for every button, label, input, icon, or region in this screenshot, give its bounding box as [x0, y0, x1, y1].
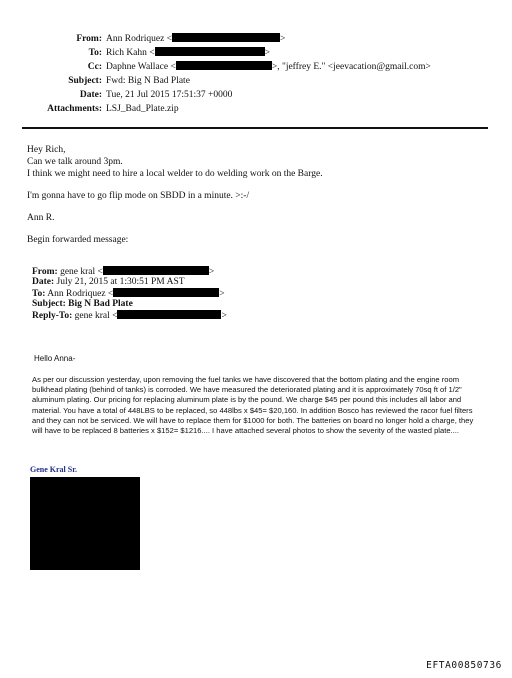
cc-label: Cc: [87, 62, 102, 72]
message-signoff: Ann R. [27, 213, 55, 223]
redaction-bar [172, 33, 280, 42]
fwd-from-value: gene kral < [60, 267, 103, 277]
redaction-bar [155, 47, 265, 56]
cc-value [106, 61, 431, 73]
fwd-date-value: July 21, 2015 at 1:30:51 PM AST [56, 277, 185, 287]
redaction-bar [176, 61, 272, 70]
message-line: I'm gonna have to go flip mode on SBDD in a minute. >:-/ [27, 191, 250, 201]
from-label: From: [76, 34, 102, 44]
redaction-bar [117, 310, 221, 319]
to-value [106, 47, 270, 59]
header-divider [22, 127, 488, 129]
to-label: To: [88, 48, 102, 58]
cc-name: Daphne Wallace < [106, 62, 176, 72]
date-value: Tue, 21 Jul 2015 17:51:37 +0000 [106, 90, 233, 100]
attachment-link[interactable]: LSJ_Bad_Plate.zip [106, 104, 179, 114]
fwd-to-value: Ann Rodriquez < [47, 289, 114, 299]
close-bracket: > [221, 311, 227, 321]
cc-extra: >, "jeffrey E." <jeevacation@gmail.com> [271, 62, 431, 72]
fwd-replyto-label: Reply-To: [32, 311, 73, 321]
message-line: Can we talk around 3pm. [27, 157, 123, 167]
signature-name: Gene Kral Sr. [30, 465, 78, 474]
signature-redaction [30, 477, 140, 570]
subject-value: Fwd: Big N Bad Plate [106, 76, 190, 86]
fwd-replyto-value: gene kral < [74, 311, 118, 321]
close-bracket: > [264, 48, 270, 58]
attachments-label: Attachments: [47, 104, 102, 114]
subject-label: Subject: [68, 76, 102, 86]
close-bracket: > [208, 267, 215, 277]
fwd-subject-row [32, 299, 133, 310]
redaction-bar [103, 266, 209, 275]
fwd-from-label: From: [32, 267, 58, 277]
inner-greeting: Hello Anna- [34, 354, 76, 363]
fwd-subject-label: Subject: [32, 299, 66, 309]
from-name: Ann Rodriquez < [106, 34, 173, 44]
close-bracket: > [280, 34, 286, 44]
fwd-replyto-row [32, 310, 227, 322]
forwarded-notice: Begin forwarded message: [27, 235, 129, 245]
message-line: I think we might need to hire a local welder to do welding work on the Barge. [27, 169, 323, 179]
from-value [106, 33, 285, 45]
message-line: Hey Rich, [27, 145, 66, 155]
fwd-date-row [32, 277, 185, 288]
inner-paragraph: As per our discussion yesterday, upon removing the fuel tanks we have discovered that the bottom plating and the engine room bulkhead plating (behind of tanks) is corroded. We have measured the deteriorated plating and it is approximately 70sq ft of 1/2" aluminum plating. Our pricing for replacing aluminum plate is by the pound. We charge $45 per pound this includes all labor and material. You have a total of 448LBS to be replaced, so 448lbs x $45= $20,160. In addition Bosco has reviewed the racor fuel filters and they can not be serviced. We will have to replace them for $1000 for both. The batteries on board no longer hold a charge, they will have to be replaced 8 batteries x $152= $1216.... I have attached several photos to show the severity of the wasted plate.... [32, 375, 474, 436]
fwd-subject-value: Big N Bad Plate [68, 299, 133, 309]
date-label: Date: [79, 90, 102, 100]
document-id: EFTA00850736 [426, 660, 502, 671]
close-bracket: > [219, 289, 225, 299]
to-name: Rich Kahn < [106, 48, 155, 58]
fwd-to-label: To: [32, 289, 46, 299]
fwd-date-label: Date: [32, 277, 55, 287]
redaction-bar [113, 288, 219, 297]
